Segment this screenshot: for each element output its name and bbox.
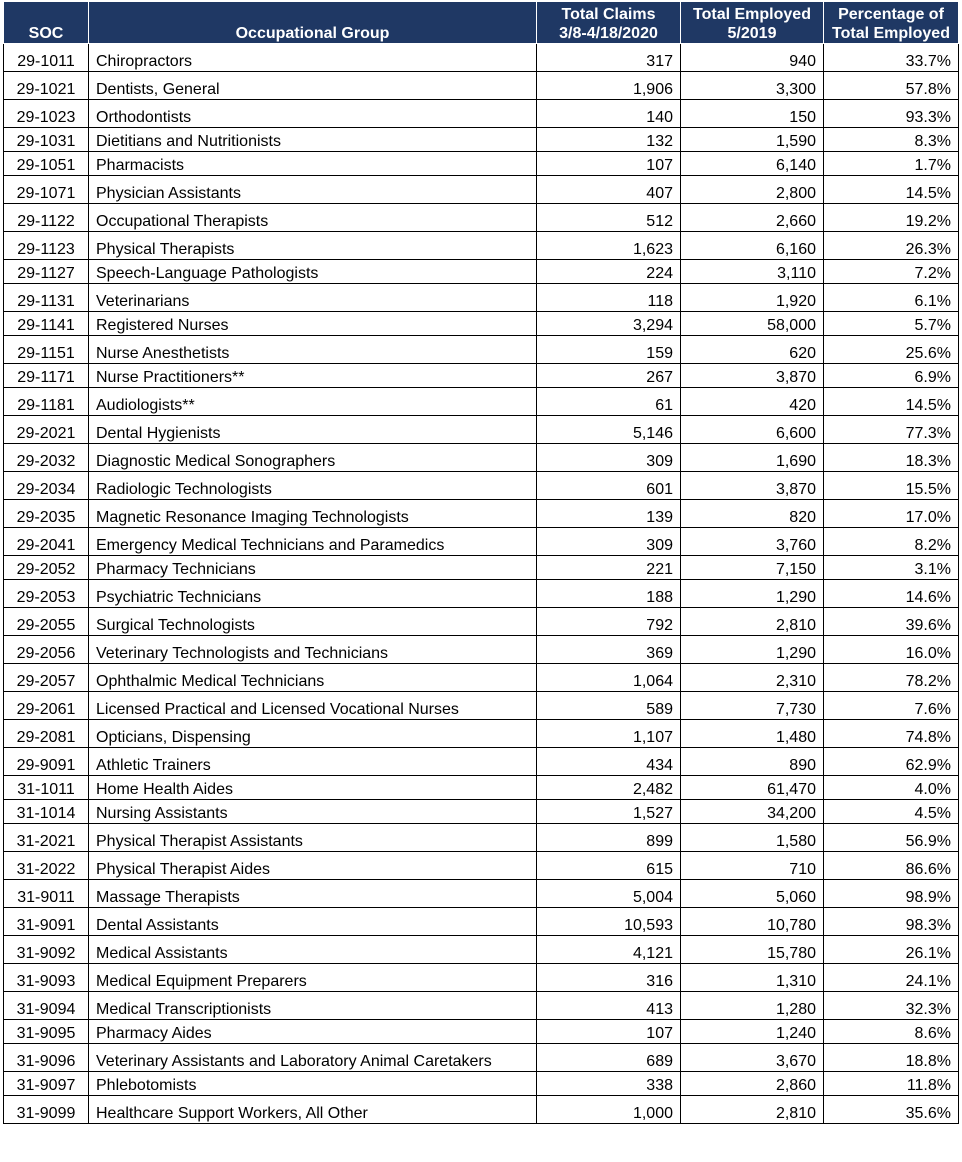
occupational-group-cell: Pharmacy Technicians [89, 556, 537, 580]
percentage-cell: 7.6% [824, 692, 959, 720]
occupational-group-cell: Nursing Assistants [89, 800, 537, 824]
soc-cell: 31-9092 [4, 936, 89, 964]
occupational-group-cell: Pharmacists [89, 152, 537, 176]
total-employed-cell: 3,110 [681, 260, 824, 284]
percentage-cell: 18.8% [824, 1044, 959, 1072]
table-row [4, 44, 959, 72]
percentage-cell: 11.8% [824, 1072, 959, 1096]
soc-cell: 29-2034 [4, 472, 89, 500]
soc-cell: 29-2041 [4, 528, 89, 556]
percentage-cell: 35.6% [824, 1096, 959, 1124]
occupational-group-cell: Opticians, Dispensing [89, 720, 537, 748]
occupational-group-cell: Ophthalmic Medical Technicians [89, 664, 537, 692]
table-row [4, 636, 959, 664]
soc-cell: 29-1031 [4, 128, 89, 152]
table-row [4, 284, 959, 312]
occupational-group-cell: Athletic Trainers [89, 748, 537, 776]
table-row [4, 312, 959, 336]
occupational-group-cell: Massage Therapists [89, 880, 537, 908]
occupational-group-cell: Speech-Language Pathologists [89, 260, 537, 284]
occupational-group-cell: Dentists, General [89, 72, 537, 100]
total-employed-cell: 7,730 [681, 692, 824, 720]
total-employed-cell: 3,760 [681, 528, 824, 556]
occupational-group-cell: Audiologists** [89, 388, 537, 416]
total-claims-cell: 139 [537, 500, 681, 528]
total-claims-cell: 899 [537, 824, 681, 852]
soc-cell: 29-1151 [4, 336, 89, 364]
percentage-cell: 26.1% [824, 936, 959, 964]
occupational-group-cell: Healthcare Support Workers, All Other [89, 1096, 537, 1124]
table-row [4, 152, 959, 176]
percentage-cell: 39.6% [824, 608, 959, 636]
total-claims-cell: 317 [537, 44, 681, 72]
percentage-cell: 3.1% [824, 556, 959, 580]
table-row [4, 1072, 959, 1096]
table-row [4, 776, 959, 800]
table-row [4, 580, 959, 608]
total-employed-cell: 820 [681, 500, 824, 528]
table-row [4, 100, 959, 128]
total-claims-cell: 2,482 [537, 776, 681, 800]
table-row [4, 1020, 959, 1044]
percentage-cell: 14.5% [824, 176, 959, 204]
total-employed-cell: 15,780 [681, 936, 824, 964]
soc-cell: 31-9011 [4, 880, 89, 908]
table-row [4, 992, 959, 1020]
total-employed-cell: 2,310 [681, 664, 824, 692]
table-row [4, 260, 959, 284]
percentage-cell: 4.5% [824, 800, 959, 824]
total-employed-cell: 10,780 [681, 908, 824, 936]
percentage-cell: 14.6% [824, 580, 959, 608]
occupational-group-cell: Registered Nurses [89, 312, 537, 336]
occupational-group-cell: Home Health Aides [89, 776, 537, 800]
percentage-cell: 77.3% [824, 416, 959, 444]
table-row [4, 472, 959, 500]
percentage-cell: 19.2% [824, 204, 959, 232]
percentage-cell: 24.1% [824, 964, 959, 992]
table-body [4, 44, 959, 1124]
percentage-cell: 16.0% [824, 636, 959, 664]
soc-cell: 29-9091 [4, 748, 89, 776]
total-claims-cell: 107 [537, 152, 681, 176]
percentage-cell: 6.1% [824, 284, 959, 312]
occupational-group-cell: Psychiatric Technicians [89, 580, 537, 608]
occupational-group-cell: Veterinary Technologists and Technicians [89, 636, 537, 664]
table-row [4, 664, 959, 692]
soc-cell: 29-1181 [4, 388, 89, 416]
soc-cell: 29-1131 [4, 284, 89, 312]
table-row [4, 692, 959, 720]
occupational-group-cell: Veterinary Assistants and Laboratory Animal Caretakers [89, 1044, 537, 1072]
soc-cell: 31-9096 [4, 1044, 89, 1072]
occupational-group-cell: Dental Hygienists [89, 416, 537, 444]
occupational-group-cell: Pharmacy Aides [89, 1020, 537, 1044]
total-claims-cell: 434 [537, 748, 681, 776]
percentage-cell: 6.9% [824, 364, 959, 388]
table-row [4, 880, 959, 908]
percentage-cell: 57.8% [824, 72, 959, 100]
table-row [4, 444, 959, 472]
total-claims-cell: 5,004 [537, 880, 681, 908]
soc-cell: 29-1141 [4, 312, 89, 336]
total-employed-cell: 6,140 [681, 152, 824, 176]
total-claims-cell: 601 [537, 472, 681, 500]
total-employed-cell: 61,470 [681, 776, 824, 800]
soc-cell: 31-9097 [4, 1072, 89, 1096]
table-row [4, 852, 959, 880]
total-employed-cell: 1,480 [681, 720, 824, 748]
occupational-group-cell: Medical Assistants [89, 936, 537, 964]
total-employed-cell: 890 [681, 748, 824, 776]
total-employed-cell: 940 [681, 44, 824, 72]
total-claims-cell: 5,146 [537, 416, 681, 444]
percentage-cell: 1.7% [824, 152, 959, 176]
soc-cell: 29-2052 [4, 556, 89, 580]
total-employed-cell: 2,660 [681, 204, 824, 232]
total-claims-cell: 512 [537, 204, 681, 232]
percentage-cell: 14.5% [824, 388, 959, 416]
percentage-cell: 7.2% [824, 260, 959, 284]
percentage-cell: 78.2% [824, 664, 959, 692]
occupational-group-cell: Chiropractors [89, 44, 537, 72]
percentage-cell: 8.2% [824, 528, 959, 556]
percentage-cell: 8.6% [824, 1020, 959, 1044]
percentage-cell: 74.8% [824, 720, 959, 748]
table-row [4, 1044, 959, 1072]
soc-cell: 29-1051 [4, 152, 89, 176]
total-claims-cell: 689 [537, 1044, 681, 1072]
occupational-group-cell: Orthodontists [89, 100, 537, 128]
table-row [4, 936, 959, 964]
occupational-group-cell: Nurse Anesthetists [89, 336, 537, 364]
total-claims-cell: 221 [537, 556, 681, 580]
percentage-cell: 4.0% [824, 776, 959, 800]
total-claims-cell: 369 [537, 636, 681, 664]
soc-cell: 29-1171 [4, 364, 89, 388]
total-claims-cell: 589 [537, 692, 681, 720]
table-row [4, 908, 959, 936]
total-employed-cell: 1,590 [681, 128, 824, 152]
soc-cell: 29-2081 [4, 720, 89, 748]
occupational-group-cell: Physical Therapist Aides [89, 852, 537, 880]
soc-cell: 29-2021 [4, 416, 89, 444]
table-row [4, 204, 959, 232]
percentage-cell: 8.3% [824, 128, 959, 152]
total-claims-cell: 188 [537, 580, 681, 608]
occupational-group-cell: Surgical Technologists [89, 608, 537, 636]
total-employed-cell: 6,160 [681, 232, 824, 260]
table-row [4, 1096, 959, 1124]
table-row [4, 720, 959, 748]
percentage-cell: 15.5% [824, 472, 959, 500]
percentage-cell: 18.3% [824, 444, 959, 472]
table-row [4, 824, 959, 852]
total-employed-cell: 58,000 [681, 312, 824, 336]
percentage-cell: 98.9% [824, 880, 959, 908]
soc-cell: 29-1021 [4, 72, 89, 100]
total-claims-cell: 159 [537, 336, 681, 364]
total-employed-cell: 3,870 [681, 364, 824, 388]
total-claims-cell: 792 [537, 608, 681, 636]
soc-cell: 31-2022 [4, 852, 89, 880]
total-claims-cell: 1,906 [537, 72, 681, 100]
table-row [4, 800, 959, 824]
soc-cell: 29-2056 [4, 636, 89, 664]
total-claims-cell: 10,593 [537, 908, 681, 936]
table-row [4, 388, 959, 416]
total-employed-cell: 5,060 [681, 880, 824, 908]
total-employed-cell: 6,600 [681, 416, 824, 444]
total-claims-cell: 3,294 [537, 312, 681, 336]
occupational-group-cell: Physician Assistants [89, 176, 537, 204]
table-row [4, 72, 959, 100]
soc-cell: 31-9091 [4, 908, 89, 936]
table-row [4, 556, 959, 580]
percentage-cell: 93.3% [824, 100, 959, 128]
soc-cell: 29-2032 [4, 444, 89, 472]
total-employed-cell: 2,810 [681, 1096, 824, 1124]
percentage-cell: 25.6% [824, 336, 959, 364]
total-claims-cell: 309 [537, 444, 681, 472]
total-employed-cell: 1,310 [681, 964, 824, 992]
occupational-group-cell: Phlebotomists [89, 1072, 537, 1096]
header-soc: SOC [4, 2, 89, 44]
soc-cell: 29-1127 [4, 260, 89, 284]
occupational-group-cell: Medical Equipment Preparers [89, 964, 537, 992]
soc-cell: 29-1123 [4, 232, 89, 260]
soc-cell: 29-2057 [4, 664, 89, 692]
occupational-group-cell: Emergency Medical Technicians and Paramedics [89, 528, 537, 556]
soc-cell: 29-1023 [4, 100, 89, 128]
total-employed-cell: 3,300 [681, 72, 824, 100]
occupational-group-cell: Diagnostic Medical Sonographers [89, 444, 537, 472]
table-row [4, 528, 959, 556]
claims-table [3, 1, 959, 1124]
total-claims-cell: 118 [537, 284, 681, 312]
total-claims-cell: 132 [537, 128, 681, 152]
total-claims-cell: 615 [537, 852, 681, 880]
occupational-group-cell: Veterinarians [89, 284, 537, 312]
total-employed-cell: 7,150 [681, 556, 824, 580]
percentage-cell: 26.3% [824, 232, 959, 260]
total-employed-cell: 1,280 [681, 992, 824, 1020]
total-employed-cell: 1,580 [681, 824, 824, 852]
soc-cell: 31-1014 [4, 800, 89, 824]
occupational-group-cell: Dietitians and Nutritionists [89, 128, 537, 152]
soc-cell: 29-1011 [4, 44, 89, 72]
occupational-group-cell: Physical Therapist Assistants [89, 824, 537, 852]
total-employed-cell: 2,860 [681, 1072, 824, 1096]
total-claims-cell: 1,000 [537, 1096, 681, 1124]
percentage-cell: 56.9% [824, 824, 959, 852]
total-employed-cell: 3,670 [681, 1044, 824, 1072]
total-claims-cell: 407 [537, 176, 681, 204]
total-employed-cell: 1,920 [681, 284, 824, 312]
total-claims-cell: 1,527 [537, 800, 681, 824]
total-claims-cell: 316 [537, 964, 681, 992]
table-row [4, 608, 959, 636]
occupational-group-cell: Radiologic Technologists [89, 472, 537, 500]
percentage-cell: 98.3% [824, 908, 959, 936]
total-employed-cell: 150 [681, 100, 824, 128]
soc-cell: 31-9093 [4, 964, 89, 992]
soc-cell: 29-2035 [4, 500, 89, 528]
table-row [4, 500, 959, 528]
soc-cell: 29-1071 [4, 176, 89, 204]
header-percentage: Percentage of Total Employed [824, 2, 959, 44]
total-claims-cell: 413 [537, 992, 681, 1020]
total-employed-cell: 420 [681, 388, 824, 416]
occupational-group-cell: Medical Transcriptionists [89, 992, 537, 1020]
occupational-group-cell: Licensed Practical and Licensed Vocational Nurses [89, 692, 537, 720]
total-employed-cell: 620 [681, 336, 824, 364]
total-claims-cell: 1,107 [537, 720, 681, 748]
total-claims-cell: 107 [537, 1020, 681, 1044]
soc-cell: 31-1011 [4, 776, 89, 800]
table-row [4, 364, 959, 388]
total-claims-cell: 1,623 [537, 232, 681, 260]
total-claims-cell: 224 [537, 260, 681, 284]
percentage-cell: 62.9% [824, 748, 959, 776]
total-claims-cell: 338 [537, 1072, 681, 1096]
percentage-cell: 86.6% [824, 852, 959, 880]
occupational-group-cell: Nurse Practitioners** [89, 364, 537, 388]
percentage-cell: 33.7% [824, 44, 959, 72]
total-employed-cell: 34,200 [681, 800, 824, 824]
total-claims-cell: 1,064 [537, 664, 681, 692]
soc-cell: 31-9095 [4, 1020, 89, 1044]
table-row [4, 748, 959, 776]
occupational-group-cell: Occupational Therapists [89, 204, 537, 232]
total-employed-cell: 710 [681, 852, 824, 880]
table-row [4, 232, 959, 260]
table-row [4, 964, 959, 992]
percentage-cell: 32.3% [824, 992, 959, 1020]
occupational-group-cell: Magnetic Resonance Imaging Technologists [89, 500, 537, 528]
total-claims-cell: 140 [537, 100, 681, 128]
header-total-employed: Total Employed 5/2019 [681, 2, 824, 44]
percentage-cell: 17.0% [824, 500, 959, 528]
total-employed-cell: 1,290 [681, 636, 824, 664]
occupational-group-cell: Physical Therapists [89, 232, 537, 260]
total-employed-cell: 1,290 [681, 580, 824, 608]
total-claims-cell: 309 [537, 528, 681, 556]
soc-cell: 31-9094 [4, 992, 89, 1020]
table-row [4, 416, 959, 444]
total-claims-cell: 61 [537, 388, 681, 416]
total-employed-cell: 1,240 [681, 1020, 824, 1044]
table-row [4, 176, 959, 204]
soc-cell: 29-2061 [4, 692, 89, 720]
table-row [4, 336, 959, 364]
header-occupational-group: Occupational Group [89, 2, 537, 44]
total-employed-cell: 2,810 [681, 608, 824, 636]
header-row [4, 2, 959, 44]
soc-cell: 29-2053 [4, 580, 89, 608]
percentage-cell: 5.7% [824, 312, 959, 336]
total-employed-cell: 1,690 [681, 444, 824, 472]
soc-cell: 31-2021 [4, 824, 89, 852]
total-employed-cell: 3,870 [681, 472, 824, 500]
header-total-claims: Total Claims 3/8-4/18/2020 [537, 2, 681, 44]
total-claims-cell: 4,121 [537, 936, 681, 964]
soc-cell: 31-9099 [4, 1096, 89, 1124]
soc-cell: 29-1122 [4, 204, 89, 232]
table-row [4, 128, 959, 152]
total-employed-cell: 2,800 [681, 176, 824, 204]
soc-cell: 29-2055 [4, 608, 89, 636]
occupational-group-cell: Dental Assistants [89, 908, 537, 936]
total-claims-cell: 267 [537, 364, 681, 388]
